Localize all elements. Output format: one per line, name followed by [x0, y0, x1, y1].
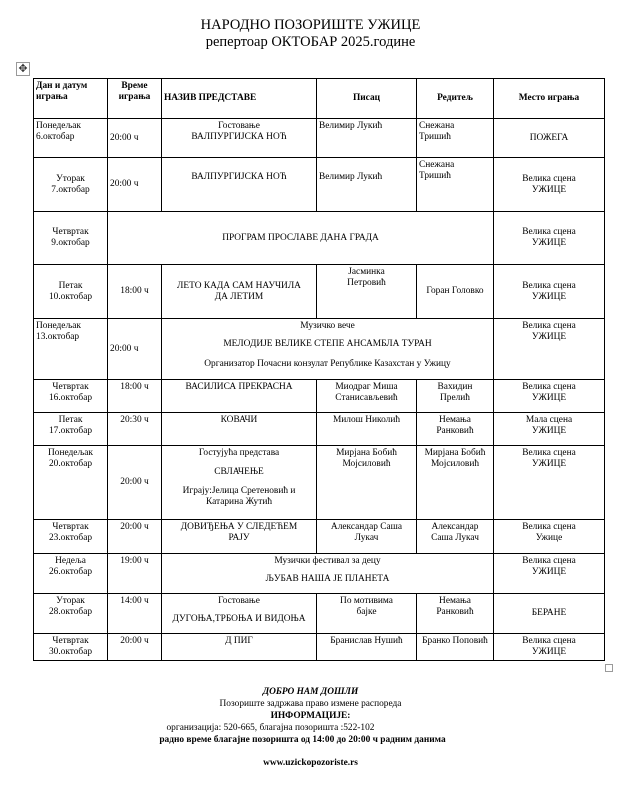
row-venue: Велика сцена УЖИЦЕ: [494, 554, 605, 594]
header-venue: Место играња: [494, 79, 605, 119]
row-date: Петак 10.октобар: [34, 265, 108, 319]
row-show: Музички фестивал за децу ЉУБАВ НАША ЈЕ ПЛАНЕТА: [162, 554, 494, 594]
row-director: Горан Головко: [417, 265, 494, 319]
table-row: [34, 446, 605, 520]
row-show: КОВАЧИ: [162, 413, 317, 446]
row-date: Уторак 7.октобар: [34, 158, 108, 212]
header-time: Време играња: [108, 79, 162, 119]
repertoire-table: [33, 78, 605, 661]
row-date: Уторак 28.октобар: [34, 594, 108, 634]
row-show: Гостовање ВАЛПУРГИЈСКА НОЋ: [162, 119, 317, 158]
schedule-disclaimer: Позориште задржава право измене распореда: [219, 699, 402, 709]
row-time: 20:00 ч: [108, 520, 162, 554]
row-venue: Велика сцена УЖИЦЕ: [494, 212, 605, 265]
table-row: [34, 319, 605, 380]
row-director: Немања Ранковић: [417, 413, 494, 446]
row-venue: Велика сцена УЖИЦЕ: [494, 265, 605, 319]
row-venue: Велика сцена УЖИЦЕ: [494, 380, 605, 413]
row-director: Вахидин Прелић: [417, 380, 494, 413]
row-venue: Велика сцена Ужице: [494, 520, 605, 554]
row-show: Гостујућа представа СВЛАЧЕЊЕ Играју:Јелица Сретеновић и Катарина Жутић: [162, 446, 317, 520]
row-date: Петак 17.октобар: [34, 413, 108, 446]
row-writer: Велимир Лукић: [317, 119, 417, 158]
repertoire-subtitle: репертоар ОКТОБАР 2025.године: [205, 34, 416, 50]
row-venue: Велика сцена УЖИЦЕ: [494, 158, 605, 212]
website-link[interactable]: www.uzickopozoriste.rs: [263, 758, 358, 768]
row-show: ПРОГРАМ ПРОСЛАВЕ ДАНА ГРАДА: [108, 212, 494, 265]
table-row: [34, 119, 605, 158]
info-heading: ИНФОРМАЦИЈЕ:: [270, 711, 351, 721]
row-director: Александар Саша Лукач: [417, 520, 494, 554]
table-resize-handle-icon[interactable]: [605, 664, 613, 672]
row-time: 14:00 ч: [108, 594, 162, 634]
row-time: 20:00 ч: [108, 634, 162, 661]
table-row: [34, 594, 605, 634]
row-date: Четвртак 9.октобар: [34, 212, 108, 265]
header-writer: Писац: [317, 79, 417, 119]
row-date: Четвртак 23.октобар: [34, 520, 108, 554]
row-date: Понедељак 6.октобар: [34, 119, 108, 158]
row-show: Музичко вече МЕЛОДИЈЕ ВЕЛИКЕ СТЕПЕ АНСАМБЛА ТУРАН Организатор Почасни конзулат Републике Казахстан у Ужицу: [162, 319, 494, 380]
table-row: [34, 554, 605, 594]
row-director: Бранко Поповић: [417, 634, 494, 661]
row-show: Гостовање ДУГОЊА,ТРБОЊА И ВИДОЊА: [162, 594, 317, 634]
row-writer: Велимир Лукић: [317, 158, 417, 212]
row-venue: ПОЖЕГА: [494, 119, 605, 158]
row-time: 19:00 ч: [108, 554, 162, 594]
table-move-handle-icon[interactable]: ✥: [16, 62, 30, 76]
row-time: 18:00 ч: [108, 380, 162, 413]
row-show: ВАЛПУРГИЈСКА НОЋ: [162, 158, 317, 212]
row-director: Немања Ранковић: [417, 594, 494, 634]
row-date: Понедељак 13.октобар: [34, 319, 108, 380]
row-date: Понедељак 20.октобар: [34, 446, 108, 520]
row-writer: Јасминка Петровић: [317, 265, 417, 319]
row-writer: Бранислав Нушић: [317, 634, 417, 661]
row-writer: Александар Саша Лукач: [317, 520, 417, 554]
welcome-text: ДОБРО НАМ ДОШЛИ: [262, 687, 359, 697]
contact-phones: организација: 520-665, благајна позоришта :522-102: [166, 723, 375, 733]
row-director: Снежана Тришић: [417, 158, 494, 212]
row-director: Мирјана Бобић Мојсиловић: [417, 446, 494, 520]
row-venue: Мала сцена УЖИЦЕ: [494, 413, 605, 446]
row-date: Четвртак 16.октобар: [34, 380, 108, 413]
row-writer: Милош Николић: [317, 413, 417, 446]
row-time: 20:00 ч: [108, 319, 162, 380]
header-date: Дан и датум играња: [34, 79, 108, 119]
row-venue: Велика сцена УЖИЦЕ: [494, 446, 605, 520]
header-director: Редитељ: [417, 79, 494, 119]
theatre-name: НАРОДНО ПОЗОРИШТЕ УЖИЦЕ: [200, 17, 421, 33]
table-row: [34, 413, 605, 446]
row-time: 20:00 ч: [108, 119, 162, 158]
row-show: ЛЕТО КАДА САМ НАУЧИЛА ДА ЛЕТИМ: [162, 265, 317, 319]
box-office-hours: радно време благајне позоришта од 14:00 до 20:00 ч радним данима: [159, 735, 446, 745]
row-venue: Велика сцена УЖИЦЕ: [494, 634, 605, 661]
table-header-row: [34, 79, 605, 119]
row-time: 20:00 ч: [108, 446, 162, 520]
row-time: 20:00 ч: [108, 158, 162, 212]
row-date: Четвртак 30.октобар: [34, 634, 108, 661]
row-writer: Мирјана Бобић Мојсиловић: [317, 446, 417, 520]
table-row: [34, 634, 605, 661]
header-show: НАЗИВ ПРЕДСТАВЕ: [162, 79, 317, 119]
row-writer: По мотивима бајке: [317, 594, 417, 634]
row-show: ДОВИЂЕЊА У СЛЕДЕЋЕМ РАЈУ: [162, 520, 317, 554]
row-director: Снежана Тришић: [417, 119, 494, 158]
row-show: ВАСИЛИСА ПРЕКРАСНА: [162, 380, 317, 413]
table-row: [34, 520, 605, 554]
row-venue: БЕРАНЕ: [494, 594, 605, 634]
table-row: [34, 265, 605, 319]
row-writer: Миодраг Миша Станисављевић: [317, 380, 417, 413]
row-venue: Велика сцена УЖИЦЕ: [494, 319, 605, 380]
table-row: [34, 212, 605, 265]
row-time: 18:00 ч: [108, 265, 162, 319]
row-date: Недеља 26.октобар: [34, 554, 108, 594]
table-row: [34, 380, 605, 413]
row-show: Д ПИГ: [162, 634, 317, 661]
table-row: [34, 158, 605, 212]
row-time: 20:30 ч: [108, 413, 162, 446]
